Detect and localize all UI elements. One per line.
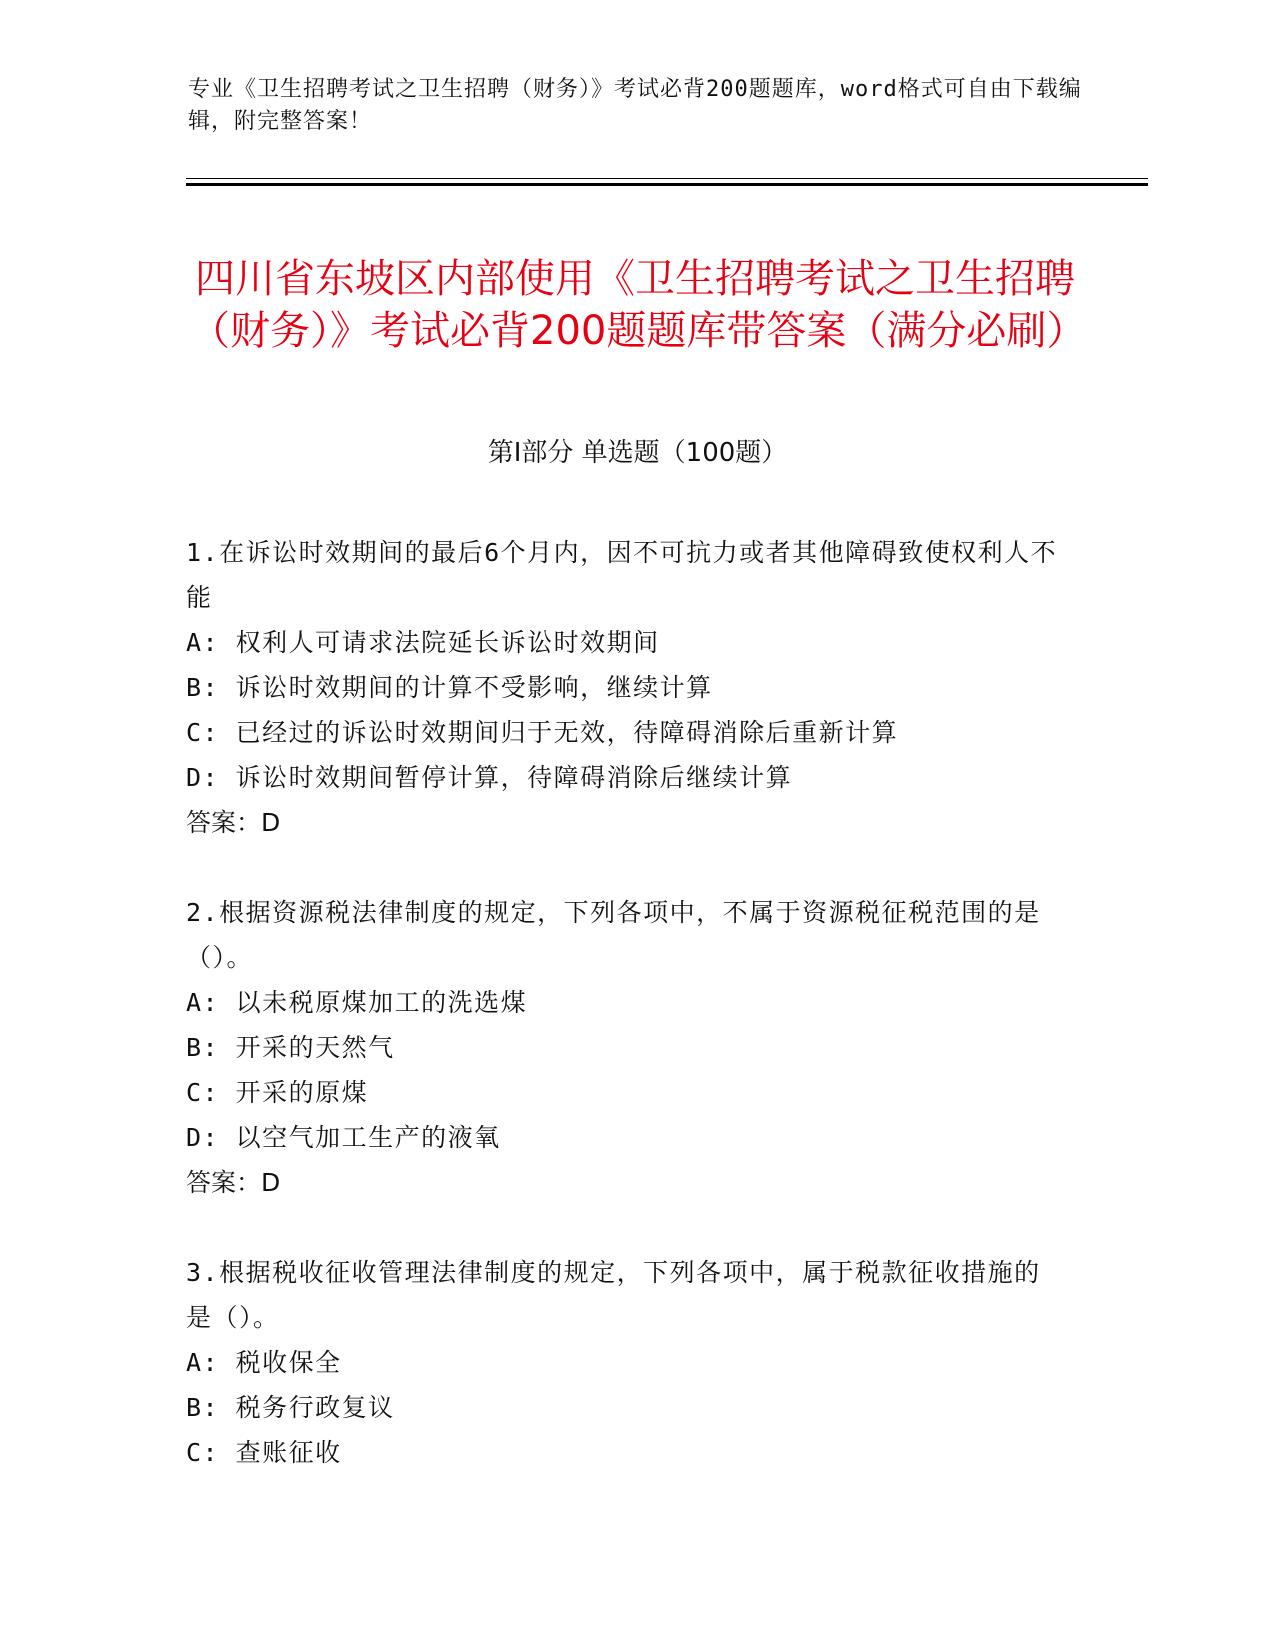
- option-a: A: 权利人可请求法院延长诉讼时效期间: [186, 628, 660, 657]
- question-2: [186, 890, 1066, 1205]
- question-1: [186, 530, 1066, 845]
- option-d: D: 诉讼时效期间暂停计算，待障碍消除后继续计算: [186, 763, 793, 792]
- option-b: B: 税务行政复议: [186, 1393, 395, 1422]
- option-a: A: 以未税原煤加工的洗选煤: [186, 988, 528, 1017]
- question-stem: 1.在诉讼时效期间的最后6个月内，因不可抗力或者其他障碍致使权利人不能: [186, 538, 1058, 612]
- option-c: C: 开采的原煤: [186, 1078, 369, 1107]
- document-title: 四川省东坡区内部使用《卫生招聘考试之卫生招聘（财务）》考试必背200题题库带答案（满分必刷）: [190, 255, 1087, 354]
- answer: 答案：D: [186, 1168, 281, 1197]
- option-b: B: 诉讼时效期间的计算不受影响，继续计算: [186, 673, 713, 702]
- question-list: [186, 530, 1066, 1520]
- question-stem: 2.根据资源税法律制度的规定，下列各项中，不属于资源税征税范围的是（）。: [186, 898, 1041, 972]
- option-a: A: 税收保全: [186, 1348, 342, 1377]
- option-b: B: 开采的天然气: [186, 1033, 395, 1062]
- header-divider-thick: [186, 183, 1148, 186]
- option-d: D: 以空气加工生产的液氧: [186, 1123, 501, 1152]
- section-title: 第Ⅰ部分 单选题（100题）: [487, 438, 788, 468]
- document-intro: 专业《卫生招聘考试之卫生招聘（财务）》考试必背200题题库，word格式可自由下载编辑，附完整答案！: [188, 77, 1082, 134]
- option-c: C: 查账征收: [186, 1438, 342, 1467]
- question-3: [186, 1250, 1066, 1475]
- question-stem: 3.根据税收征收管理法律制度的规定，下列各项中，属于税款征收措施的是（）。: [186, 1258, 1041, 1332]
- option-c: C: 已经过的诉讼时效期间归于无效，待障碍消除后重新计算: [186, 718, 899, 747]
- header-divider-thin: [186, 178, 1148, 179]
- answer: 答案：D: [186, 808, 281, 837]
